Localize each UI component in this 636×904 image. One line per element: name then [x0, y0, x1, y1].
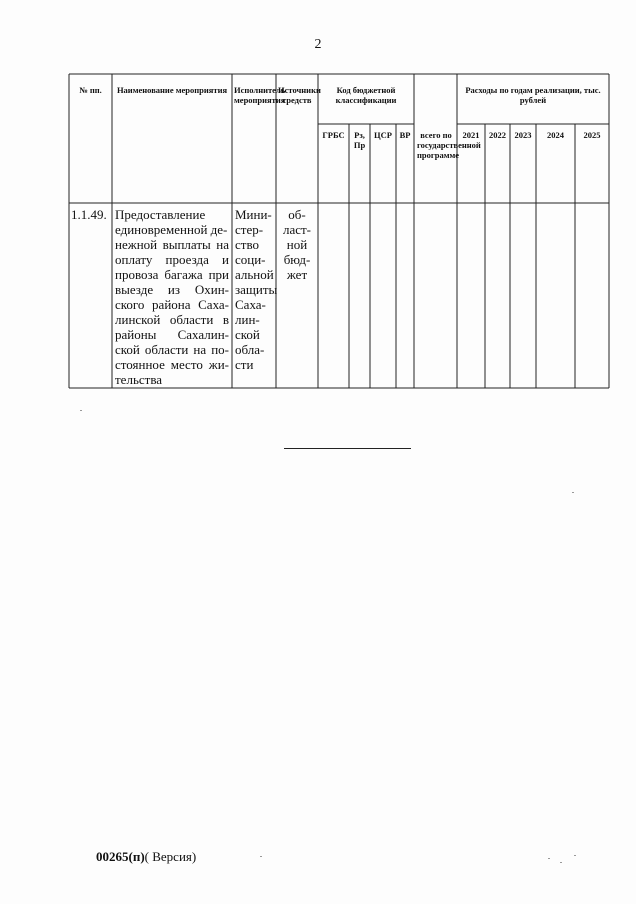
- header-budget-code: Код бюджетной классификации: [335, 85, 397, 106]
- header-event-name: Наименование мероприятия: [116, 85, 228, 95]
- event-name-line: провоза багажа при: [115, 267, 229, 282]
- event-name-line: ской области на по-: [115, 342, 229, 357]
- scan-speck: [560, 862, 562, 863]
- event-name-line: ского района Саха-: [115, 297, 229, 312]
- executor-line: ство: [235, 237, 260, 252]
- document-footer: [96, 849, 196, 865]
- header-number: № пп.: [79, 85, 102, 95]
- row-event-name: [115, 207, 229, 387]
- executor-line: защиты: [235, 282, 278, 297]
- source-line: бюд-: [283, 252, 311, 267]
- scan-speck: [548, 858, 550, 859]
- header-csr: ЦСР: [374, 130, 392, 140]
- header-expenses: Расходы по годам реализации, тыс. рублей: [465, 85, 601, 106]
- executor-line: обла-: [235, 342, 265, 357]
- source-line: об-: [288, 207, 306, 222]
- event-name-line: единовременной де-: [115, 222, 228, 237]
- event-name-line: линской области в: [115, 312, 229, 327]
- header-year-2024: 2024: [547, 130, 564, 140]
- executor-line: соци-: [235, 252, 266, 267]
- source-line: ласт-: [282, 222, 312, 237]
- executor-line: сти: [235, 357, 254, 372]
- executor-line: Саха-: [235, 297, 266, 312]
- event-name-line: тельства: [115, 372, 163, 387]
- page-number: 2: [314, 37, 322, 52]
- event-name-line: выезде из Охин-: [115, 282, 229, 297]
- header-rz-pr: Рз, Пр: [353, 130, 366, 151]
- event-name-line: Предоставление: [115, 207, 206, 222]
- executor-line: лин-: [235, 312, 260, 327]
- document-version: ( Версия): [144, 849, 197, 864]
- row-number: 1.1.49.: [71, 207, 107, 222]
- header-year-2021: 2021: [462, 130, 480, 140]
- document-code: 00265(п): [96, 849, 145, 864]
- event-name-line: оплату проезда и: [115, 252, 229, 267]
- executor-line: альной: [235, 267, 274, 282]
- row-source: [277, 207, 317, 282]
- closing-rule: [284, 448, 411, 449]
- row-executor: [235, 207, 278, 372]
- header-vr: ВР: [399, 130, 411, 140]
- event-name-line: районы Сахалин-: [115, 327, 229, 342]
- header-year-2025: 2025: [583, 130, 601, 140]
- header-year-2022: 2022: [489, 130, 506, 140]
- header-total: всего по государственной программе: [417, 130, 481, 161]
- header-year-2023: 2023: [514, 130, 532, 140]
- executor-line: стер-: [235, 222, 264, 237]
- source-line: ной: [286, 237, 308, 252]
- header-executor: Исполнитель мероприятия: [234, 85, 286, 106]
- header-source: Источники средств: [278, 85, 321, 106]
- scan-speck: [574, 855, 576, 856]
- event-name-line: нежной выплаты на: [115, 237, 229, 252]
- scan-speck: [572, 492, 574, 493]
- executor-line: ской: [235, 327, 260, 342]
- scan-speck: [80, 410, 82, 411]
- scan-speck: [260, 856, 262, 857]
- source-line: жет: [286, 267, 308, 282]
- event-name-line: стоянное место жи-: [115, 357, 229, 372]
- executor-line: Мини-: [235, 207, 272, 222]
- header-grbs: ГРБС: [322, 130, 345, 140]
